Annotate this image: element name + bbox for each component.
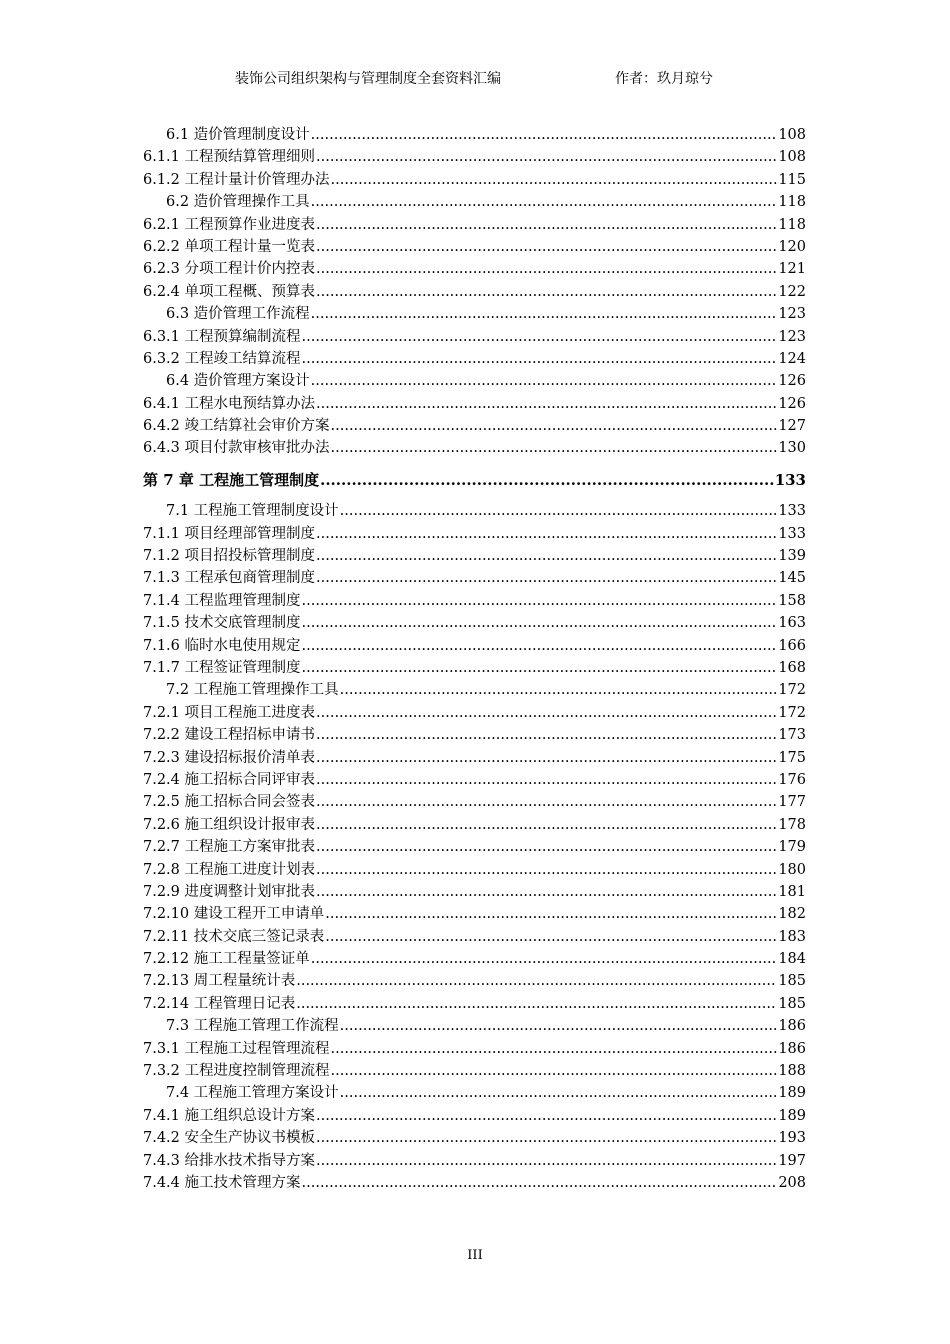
toc-entry-label: 7.2.13 周工程量统计表 bbox=[143, 973, 296, 990]
toc-dot-leader bbox=[316, 236, 777, 258]
toc-dot-leader bbox=[302, 590, 778, 612]
toc-entry-page: 158 bbox=[778, 592, 806, 609]
toc-entry-label: 7.1.4 工程监理管理制度 bbox=[143, 592, 301, 609]
toc-entry-label: 7.2.5 施工招标合同会签表 bbox=[143, 794, 316, 811]
toc-entry-page: 189 bbox=[778, 1107, 806, 1124]
toc-entry[interactable] bbox=[143, 724, 806, 746]
toc-entry-label: 7.2.1 项目工程施工进度表 bbox=[143, 704, 316, 721]
toc-dot-leader bbox=[316, 523, 777, 545]
toc-entry[interactable] bbox=[143, 836, 806, 858]
toc-entry[interactable] bbox=[143, 146, 806, 168]
toc-entry-label: 6.4 造价管理方案设计 bbox=[166, 373, 310, 390]
toc-entry-label: 7.2.4 施工招标合同评审表 bbox=[143, 771, 316, 788]
toc-entry[interactable] bbox=[143, 191, 806, 213]
toc-entry-page: 130 bbox=[778, 440, 806, 457]
toc-dot-leader bbox=[316, 702, 777, 724]
toc-entry-page: 181 bbox=[778, 883, 806, 900]
toc-dot-leader bbox=[325, 926, 777, 948]
toc-entry[interactable] bbox=[143, 326, 806, 348]
toc-entry-label: 7.1.5 技术交底管理制度 bbox=[143, 615, 301, 632]
toc-entry[interactable] bbox=[143, 169, 806, 191]
toc-dot-leader bbox=[325, 903, 777, 925]
toc-dot-leader bbox=[316, 814, 777, 836]
toc-entry-page: 175 bbox=[778, 749, 806, 766]
toc-entry[interactable] bbox=[143, 970, 806, 992]
toc-dot-leader bbox=[311, 303, 778, 325]
toc-dot-leader bbox=[316, 1150, 777, 1172]
toc-entry[interactable] bbox=[143, 214, 806, 236]
toc-entry-label: 6.4.2 竣工结算社会审价方案 bbox=[143, 418, 330, 435]
toc-dot-leader bbox=[302, 348, 778, 370]
toc-entry-label: 7.1 工程施工管理制度设计 bbox=[166, 503, 339, 520]
toc-entry-page: 183 bbox=[778, 928, 806, 945]
toc-entry[interactable] bbox=[143, 1172, 806, 1194]
toc-entry[interactable] bbox=[143, 590, 806, 612]
toc-entry-page: 122 bbox=[778, 283, 806, 300]
toc-dot-leader bbox=[316, 1127, 777, 1149]
toc-entry-page: 180 bbox=[778, 861, 806, 878]
toc-entry-page: 108 bbox=[778, 149, 806, 166]
toc-entry[interactable] bbox=[143, 1150, 806, 1172]
toc-entry-label: 6.3.2 工程竣工结算流程 bbox=[143, 350, 301, 367]
toc-entry-label: 7.4.1 施工组织总设计方案 bbox=[143, 1107, 316, 1124]
toc-entry-label: 7.4.2 安全生产协议书模板 bbox=[143, 1130, 316, 1147]
toc-entry-page: 133 bbox=[774, 470, 806, 489]
toc-entry[interactable] bbox=[143, 1060, 806, 1082]
toc-entry-page: 166 bbox=[778, 637, 806, 654]
toc-entry[interactable] bbox=[143, 500, 806, 522]
toc-entry-label: 7.4.3 给排水技术指导方案 bbox=[143, 1152, 316, 1169]
toc-entry-label: 7.2.7 工程施工方案审批表 bbox=[143, 839, 316, 856]
toc-entry-label: 7.1.3 工程承包商管理制度 bbox=[143, 570, 316, 587]
toc-entry-page: 172 bbox=[778, 682, 806, 699]
toc-dot-leader bbox=[331, 169, 778, 191]
toc-entry-label: 7.4 工程施工管理方案设计 bbox=[166, 1085, 339, 1102]
toc-entry[interactable] bbox=[143, 679, 806, 701]
toc-dot-leader bbox=[320, 469, 774, 491]
table-of-contents bbox=[143, 124, 806, 1194]
toc-entry[interactable] bbox=[143, 437, 806, 459]
toc-entry-page: 145 bbox=[778, 570, 806, 587]
toc-entry[interactable] bbox=[143, 415, 806, 437]
toc-dot-leader bbox=[311, 948, 778, 970]
toc-entry-page: 163 bbox=[778, 615, 806, 632]
toc-dot-leader bbox=[316, 791, 777, 813]
toc-dot-leader bbox=[340, 679, 778, 701]
toc-dot-leader bbox=[340, 1015, 778, 1037]
toc-entry-page: 186 bbox=[778, 1040, 806, 1057]
toc-entry[interactable] bbox=[143, 348, 806, 370]
toc-entry-page: 123 bbox=[778, 328, 806, 345]
toc-entry[interactable] bbox=[143, 281, 806, 303]
toc-entry-page: 115 bbox=[778, 171, 806, 188]
toc-entry-page: 185 bbox=[778, 995, 806, 1012]
toc-dot-leader bbox=[302, 612, 778, 634]
toc-entry-label: 6.2.2 单项工程计量一览表 bbox=[143, 238, 316, 255]
toc-entry-label: 7.2.12 施工工程量签证单 bbox=[143, 951, 310, 968]
toc-dot-leader bbox=[302, 635, 778, 657]
toc-entry-label: 6.3.1 工程预算编制流程 bbox=[143, 328, 301, 345]
toc-dot-leader bbox=[296, 993, 777, 1015]
page-footer bbox=[0, 1248, 950, 1263]
page-header bbox=[0, 68, 950, 88]
toc-dot-leader bbox=[316, 393, 777, 415]
toc-dot-leader bbox=[316, 214, 777, 236]
toc-entry-label: 7.2.8 工程施工进度计划表 bbox=[143, 861, 316, 878]
toc-entry[interactable] bbox=[143, 814, 806, 836]
toc-entry-page: 124 bbox=[778, 350, 806, 367]
toc-dot-leader bbox=[316, 258, 777, 280]
toc-entry-page: 186 bbox=[778, 1018, 806, 1035]
toc-entry-page: 185 bbox=[778, 973, 806, 990]
toc-entry-page: 182 bbox=[778, 906, 806, 923]
toc-entry-page: 193 bbox=[778, 1130, 806, 1147]
toc-entry[interactable] bbox=[143, 545, 806, 567]
toc-entry-label: 7.1.7 工程签证管理制度 bbox=[143, 659, 301, 676]
toc-entry-label: 7.2 工程施工管理操作工具 bbox=[166, 682, 339, 699]
toc-entry-label: 6.1.1 工程预结算管理细则 bbox=[143, 149, 316, 166]
toc-entry-page: 126 bbox=[778, 373, 806, 390]
toc-dot-leader bbox=[331, 437, 778, 459]
toc-entry[interactable] bbox=[143, 523, 806, 545]
toc-dot-leader bbox=[311, 124, 778, 146]
toc-entry-label: 7.2.10 建设工程开工申请单 bbox=[143, 906, 325, 923]
toc-entry-label: 6.1 造价管理制度设计 bbox=[166, 127, 310, 143]
toc-entry[interactable] bbox=[143, 1127, 806, 1149]
toc-entry[interactable] bbox=[143, 926, 806, 948]
toc-dot-leader bbox=[316, 724, 777, 746]
toc-entry-page: 188 bbox=[778, 1063, 806, 1080]
toc-entry[interactable] bbox=[143, 124, 806, 146]
document-author: 作者：玖月琼兮 bbox=[615, 71, 713, 87]
page-number: III bbox=[467, 1248, 483, 1263]
toc-entry-page: 208 bbox=[778, 1174, 806, 1191]
toc-dot-leader bbox=[331, 1038, 778, 1060]
toc-dot-leader bbox=[316, 1105, 777, 1127]
toc-entry-label: 7.2.3 建设招标报价清单表 bbox=[143, 749, 316, 766]
toc-dot-leader bbox=[340, 1082, 778, 1104]
toc-entry-label: 7.1.6 临时水电使用规定 bbox=[143, 637, 301, 654]
toc-entry[interactable] bbox=[143, 747, 806, 769]
toc-dot-leader bbox=[316, 859, 777, 881]
toc-entry-page: 133 bbox=[778, 525, 806, 542]
toc-entry-label: 7.2.2 建设工程招标申请书 bbox=[143, 727, 316, 744]
toc-entry-label: 6.1.2 工程计量计价管理办法 bbox=[143, 171, 330, 188]
toc-entry[interactable] bbox=[143, 258, 806, 280]
toc-entry[interactable] bbox=[143, 1038, 806, 1060]
toc-entry[interactable] bbox=[143, 657, 806, 679]
toc-entry-page: 118 bbox=[778, 216, 806, 233]
toc-entry-label: 6.3 造价管理工作流程 bbox=[166, 306, 310, 323]
toc-dot-leader bbox=[316, 567, 777, 589]
toc-entry[interactable] bbox=[143, 393, 806, 415]
toc-dot-leader bbox=[302, 326, 778, 348]
toc-dot-leader bbox=[311, 191, 778, 213]
toc-entry[interactable] bbox=[143, 303, 806, 325]
toc-entry[interactable] bbox=[143, 791, 806, 813]
toc-entry[interactable] bbox=[143, 635, 806, 657]
toc-entry[interactable] bbox=[143, 567, 806, 589]
toc-dot-leader bbox=[302, 657, 778, 679]
toc-entry-page: 178 bbox=[778, 816, 806, 833]
toc-entry[interactable] bbox=[143, 903, 806, 925]
toc-entry-label: 6.2.3 分项工程计价内控表 bbox=[143, 261, 316, 278]
toc-entry-page: 123 bbox=[778, 306, 806, 323]
toc-entry-label: 7.2.11 技术交底三签记录表 bbox=[143, 928, 325, 945]
toc-entry-label: 第 7 章 工程施工管理制度 bbox=[143, 470, 320, 489]
toc-dot-leader bbox=[316, 545, 777, 567]
toc-entry[interactable] bbox=[143, 612, 806, 634]
toc-dot-leader bbox=[302, 1172, 778, 1194]
toc-entry[interactable] bbox=[143, 370, 806, 392]
toc-entry-page: 108 bbox=[778, 127, 806, 143]
toc-entry[interactable] bbox=[143, 702, 806, 724]
toc-entry-page: 189 bbox=[778, 1085, 806, 1102]
toc-entry-page: 184 bbox=[778, 951, 806, 968]
toc-entry-page: 197 bbox=[778, 1152, 806, 1169]
toc-dot-leader bbox=[331, 1060, 778, 1082]
toc-entry-page: 172 bbox=[778, 704, 806, 721]
toc-entry-label: 7.1.1 项目经理部管理制度 bbox=[143, 525, 316, 542]
toc-dot-leader bbox=[316, 281, 777, 303]
toc-entry-page: 126 bbox=[778, 395, 806, 412]
toc-entry-page: 168 bbox=[778, 659, 806, 676]
toc-entry-page: 127 bbox=[778, 418, 806, 435]
toc-entry[interactable] bbox=[143, 769, 806, 791]
toc-entry-page: 177 bbox=[778, 794, 806, 811]
toc-dot-leader bbox=[316, 146, 777, 168]
toc-entry-page: 118 bbox=[778, 194, 806, 211]
toc-entry-label: 7.3.1 工程施工过程管理流程 bbox=[143, 1040, 330, 1057]
toc-entry-page: 121 bbox=[778, 261, 806, 278]
toc-entry[interactable] bbox=[143, 1015, 806, 1037]
toc-dot-leader bbox=[316, 769, 777, 791]
toc-entry-label: 7.4.4 施工技术管理方案 bbox=[143, 1174, 301, 1191]
toc-chapter-entry[interactable] bbox=[143, 469, 806, 491]
toc-dot-leader bbox=[340, 500, 778, 522]
toc-entry-label: 7.2.9 进度调整计划审批表 bbox=[143, 883, 316, 900]
toc-dot-leader bbox=[296, 970, 777, 992]
toc-entry[interactable] bbox=[143, 236, 806, 258]
toc-entry-label: 7.2.14 工程管理日记表 bbox=[143, 995, 296, 1012]
toc-dot-leader bbox=[331, 415, 778, 437]
toc-entry-label: 7.3 工程施工管理工作流程 bbox=[166, 1018, 339, 1035]
document-title: 装饰公司组织架构与管理制度全套资料汇编 bbox=[235, 71, 501, 87]
toc-entry-page: 176 bbox=[778, 771, 806, 788]
toc-entry-label: 6.2.4 单项工程概、预算表 bbox=[143, 283, 316, 300]
toc-entry-label: 7.1.2 项目招投标管理制度 bbox=[143, 548, 316, 565]
toc-entry-label: 6.2.1 工程预算作业进度表 bbox=[143, 216, 316, 233]
toc-dot-leader bbox=[316, 836, 777, 858]
toc-entry-page: 139 bbox=[778, 548, 806, 565]
toc-entry-page: 133 bbox=[778, 503, 806, 520]
toc-entry-label: 6.4.3 项目付款审核审批办法 bbox=[143, 440, 330, 457]
toc-dot-leader bbox=[311, 370, 778, 392]
toc-entry[interactable] bbox=[143, 1105, 806, 1127]
toc-entry[interactable] bbox=[143, 1082, 806, 1104]
toc-entry-label: 7.2.6 施工组织设计报审表 bbox=[143, 816, 316, 833]
toc-entry-page: 120 bbox=[778, 238, 806, 255]
toc-dot-leader bbox=[316, 747, 777, 769]
toc-entry-page: 173 bbox=[778, 727, 806, 744]
toc-entry[interactable] bbox=[143, 948, 806, 970]
toc-entry-label: 6.4.1 工程水电预结算办法 bbox=[143, 395, 316, 412]
toc-entry-page: 179 bbox=[778, 839, 806, 856]
toc-entry-label: 6.2 造价管理操作工具 bbox=[166, 194, 310, 211]
toc-entry[interactable] bbox=[143, 859, 806, 881]
toc-entry-label: 7.3.2 工程进度控制管理流程 bbox=[143, 1063, 330, 1080]
toc-entry[interactable] bbox=[143, 881, 806, 903]
toc-entry[interactable] bbox=[143, 993, 806, 1015]
toc-dot-leader bbox=[316, 881, 777, 903]
